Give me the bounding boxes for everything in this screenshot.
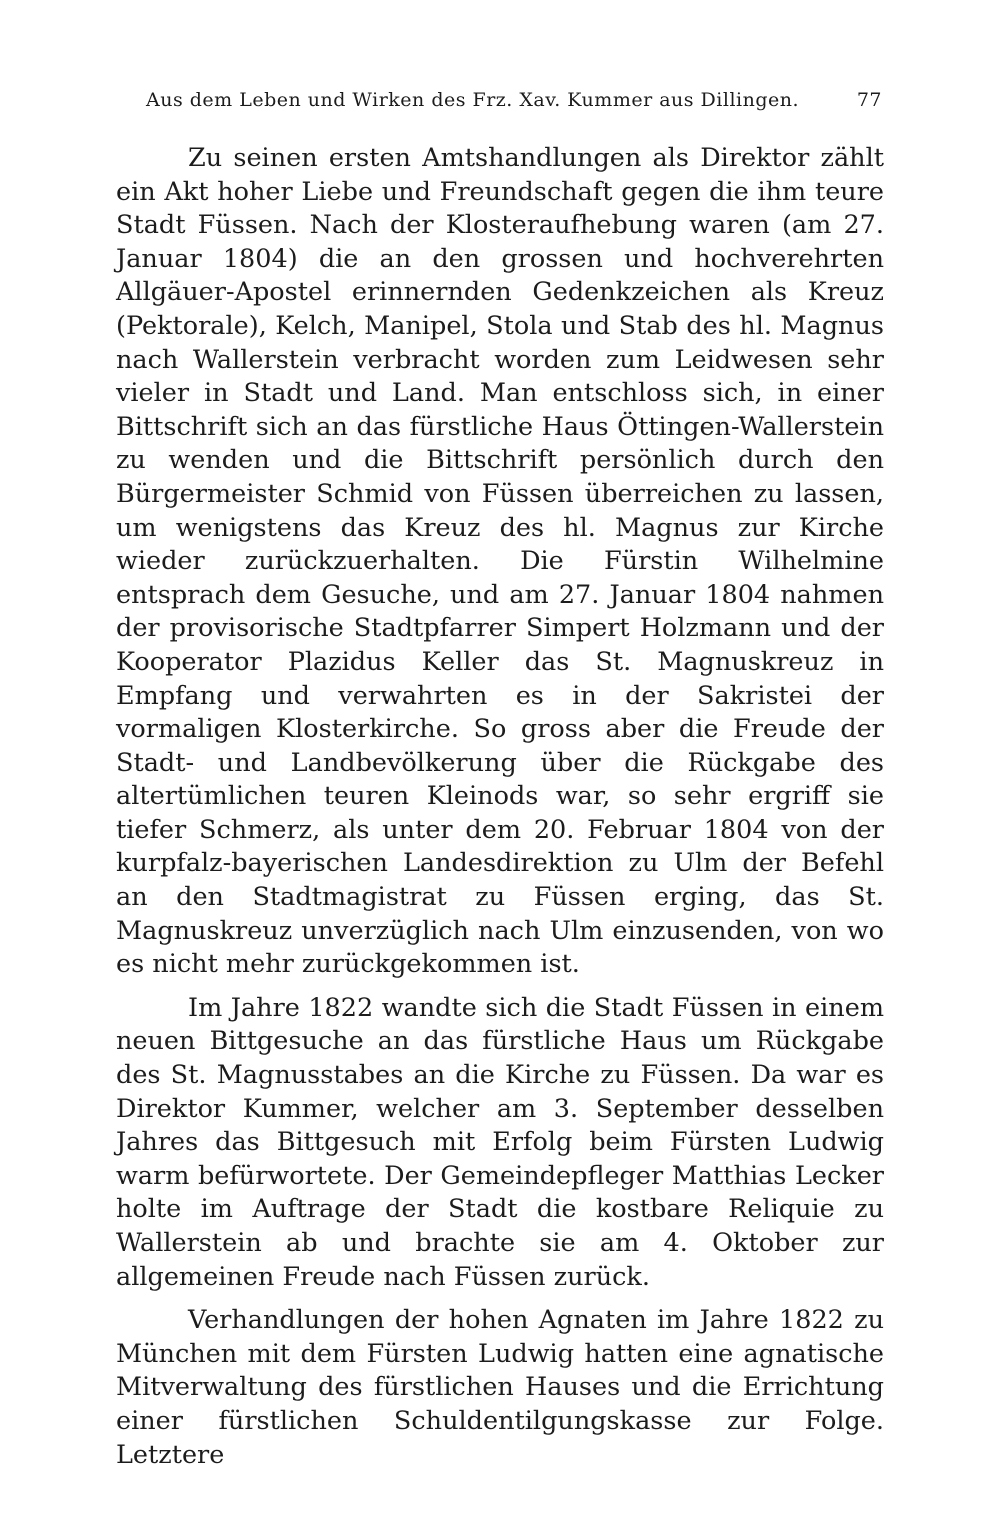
- page-number: 77: [856, 89, 882, 111]
- book-page: [116, 88, 884, 1472]
- body-text: [116, 142, 884, 1472]
- paragraph-2: Im Jahre 1822 wandte sich die Stadt Füssen in einem neuen Bittgesuche an das fürstliche Haus um Rückgabe des St. Magnusstabes an die Kirche zu Füssen. Da war es Direktor Kummer, welcher am 3. September desselben Jahres das Bittgesuch mit Erfolg beim Fürsten Ludwig warm befürwortete. Der Gemeindepfleger Matthias Lecker holte im Auftrage der Stadt die kostbare Reliquie zu Wallerstein ab und brachte sie am 4. Oktober zur allgemeinen Freude nach Füssen zurück.: [116, 992, 884, 1292]
- running-title: Aus dem Leben und Wirken des Frz. Xav. Kummer aus Dillingen.: [146, 89, 800, 111]
- running-head: [116, 88, 884, 112]
- paragraph-1: Zu seinen ersten Amtshandlungen als Direktor zählt ein Akt hoher Liebe und Freundschaft gegen die ihm teure Stadt Füssen. Nach der Klosteraufhebung waren (am 27. Januar 1804) die an den grossen und hochverehrten Allgäuer-Apostel erinnernden Gedenkzeichen als Kreuz (Pektorale), Kelch, Manipel, Stola und Stab des hl. Magnus nach Wallerstein verbracht worden zum Leidwesen sehr vieler in Stadt und Land. Man entschloss sich, in einer Bittschrift sich an das fürstliche Haus Öttingen-Wallerstein zu wenden und die Bittschrift persönlich durch den Bürgermeister Schmid von Füssen überreichen zu lassen, um wenigstens das Kreuz des hl. Magnus zur Kirche wieder zurückzuerhalten. Die Fürstin Wilhelmine entsprach dem Gesuche, und am 27. Januar 1804 nahmen der provisorische Stadtpfarrer Simpert Holzmann und der Kooperator Plazidus Keller das St. Magnuskreuz in Empfang und verwahrten es in der Sakristei der vormaligen Klosterkirche. So gross aber die Freude der Stadt- und Landbevölkerung über die Rückgabe des altertümlichen teuren Kleinods war, so sehr ergriff sie tiefer Schmerz, als unter dem 20. Februar 1804 von der kurpfalz-bayerischen Landesdirektion zu Ulm der Befehl an den Stadtmagistrat zu Füssen erging, das St. Magnuskreuz unverzüglich nach Ulm einzusenden, von wo es nicht mehr zurückgekommen ist.: [116, 143, 884, 980]
- paragraph-3: Verhandlungen der hohen Agnaten im Jahre 1822 zu München mit dem Fürsten Ludwig hatten eine agnatische Mitverwaltung des fürstlichen Hauses und die Errichtung einer fürstlichen Schuldentilgungskasse zur Folge. Letztere: [116, 1305, 884, 1470]
